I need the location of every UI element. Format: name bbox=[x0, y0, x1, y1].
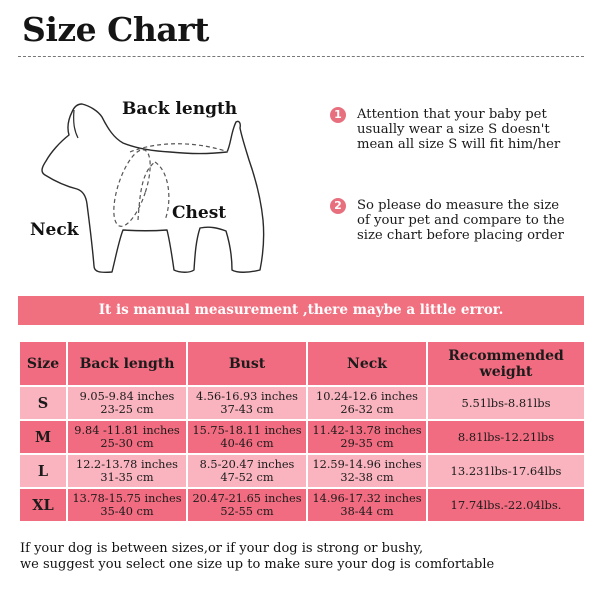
dog-outline-icon bbox=[20, 92, 310, 287]
neck-cell: 12.59-14.96 inches 32-38 cm bbox=[307, 454, 427, 488]
bust-cell: 20.47-21.65 inches 52-55 cm bbox=[187, 488, 307, 522]
note-2 bbox=[330, 198, 590, 243]
label-back-length: Back length bbox=[122, 99, 238, 119]
header-size: Size bbox=[19, 341, 67, 386]
page-title: Size Chart bbox=[22, 10, 209, 49]
bust-cell: 8.5-20.47 inches 47-52 cm bbox=[187, 454, 307, 488]
bust-cell: 4.56-16.93 inches 37-43 cm bbox=[187, 386, 307, 420]
label-neck: Neck bbox=[30, 220, 79, 240]
back-length-cell: 9.05-9.84 inches 23-25 cm bbox=[67, 386, 187, 420]
back-length-cell: 13.78-15.75 inches 35-40 cm bbox=[67, 488, 187, 522]
table-row bbox=[19, 488, 585, 522]
table-row bbox=[19, 454, 585, 488]
bust-cell: 15.75-18.11 inches 40-46 cm bbox=[187, 420, 307, 454]
size-cell: M bbox=[19, 420, 67, 454]
size-table bbox=[18, 340, 586, 523]
header-recommended-weight: Recommended weight bbox=[427, 341, 585, 386]
size-cell: S bbox=[19, 386, 67, 420]
note-1 bbox=[330, 107, 590, 152]
note-text: So please do measure the size of your pet and compare to the size chart before placing order bbox=[357, 198, 565, 243]
weight-cell: 5.51lbs-8.81lbs bbox=[427, 386, 585, 420]
header-back-length: Back length bbox=[67, 341, 187, 386]
neck-cell: 14.96-17.32 inches 38-44 cm bbox=[307, 488, 427, 522]
table-row bbox=[19, 420, 585, 454]
back-length-cell: 12.2-13.78 inches 31-35 cm bbox=[67, 454, 187, 488]
header-neck: Neck bbox=[307, 341, 427, 386]
size-cell: XL bbox=[19, 488, 67, 522]
table-header-row bbox=[19, 341, 585, 386]
table-row bbox=[19, 386, 585, 420]
note-number-badge: 1 bbox=[330, 107, 346, 123]
neck-cell: 10.24-12.6 inches 26-32 cm bbox=[307, 386, 427, 420]
back-length-cell: 9.84 -11.81 inches 25-30 cm bbox=[67, 420, 187, 454]
size-cell: L bbox=[19, 454, 67, 488]
note-number-badge: 2 bbox=[330, 198, 346, 214]
weight-cell: 13.231lbs-17.64lbs bbox=[427, 454, 585, 488]
note-text: Attention that your baby pet usually wear a size S doesn't mean all size S will fit him/her bbox=[357, 107, 561, 152]
sizing-advice-text: If your dog is between sizes,or if your dog is strong or bushy, we suggest you select one size up to make sure your dog is comfortable bbox=[20, 541, 495, 572]
label-chest: Chest bbox=[172, 203, 227, 223]
weight-cell: 8.81lbs-12.21lbs bbox=[427, 420, 585, 454]
weight-cell: 17.74lbs.-22.04lbs. bbox=[427, 488, 585, 522]
title-divider bbox=[18, 56, 584, 57]
measurement-warning-banner: It is manual measurement ,there maybe a little error. bbox=[18, 296, 584, 325]
header-bust: Bust bbox=[187, 341, 307, 386]
neck-cell: 11.42-13.78 inches 29-35 cm bbox=[307, 420, 427, 454]
